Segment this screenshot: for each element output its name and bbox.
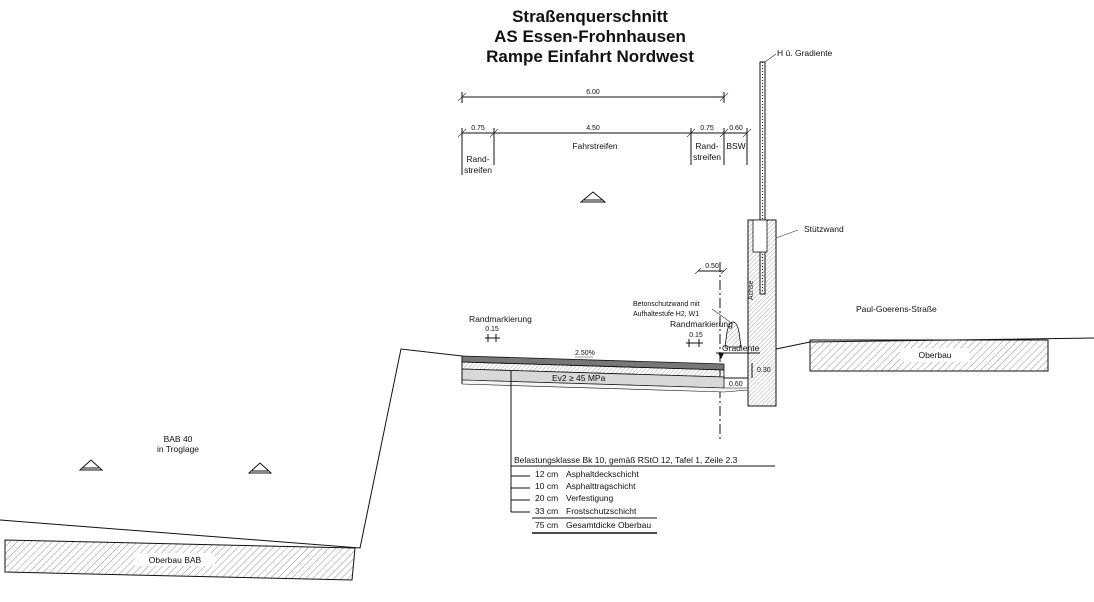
support-wall: [748, 220, 844, 406]
title-line-2: AS Essen-Frohnhausen: [494, 27, 686, 46]
legend-header: Belastungsklasse Bk 10, gemäß RStO 12, Tafel 1, Zeile 2.3: [514, 455, 738, 465]
oberbau-right: [810, 340, 1048, 371]
label-ev2: Ev2 ≥ 45 MPa: [552, 373, 606, 383]
dimension-total-value: 6.00: [586, 89, 600, 96]
label-oberbau: Oberbau: [918, 350, 952, 360]
dimension-axis-offset: 0.50: [705, 263, 719, 270]
legend-row-2-layer: Asphalttragschicht: [566, 481, 636, 491]
label-betonschutzwand-2: Aufhaltestufe H2, W1: [633, 311, 700, 318]
label-randstreifen-right-2: streifen: [693, 152, 721, 162]
label-stuetzwand: Stützwand: [804, 224, 844, 234]
label-randmarkierung-left: Randmarkierung: [469, 314, 532, 324]
pavement: [462, 350, 748, 392]
label-oberbau-bab: Oberbau BAB: [148, 555, 202, 565]
dimension-marking-left: 0.15: [485, 326, 499, 333]
dimension-bsw: 0.60: [729, 125, 743, 132]
legend-total-thickness: 75 cm: [535, 520, 559, 530]
label-randstreifen-left-1: Rand-: [466, 154, 490, 164]
legend-row-2-thickness: 10 cm: [535, 481, 559, 491]
terrain-line: [0, 349, 462, 548]
label-bab40-line1: BAB 40: [163, 434, 193, 444]
title-line-3: Rampe Einfahrt Nordwest: [486, 47, 694, 66]
label-fahrstreifen: Fahrstreifen: [572, 141, 618, 151]
dimension-fahrstreifen: 4.50: [586, 125, 600, 132]
label-randstreifen-left-2: streifen: [464, 165, 492, 175]
legend-row-4-thickness: 33 cm: [535, 506, 559, 516]
label-randstreifen-right-1: Rand-: [695, 141, 719, 151]
dimension-total: [458, 89, 728, 103]
legend-row-1-layer: Asphaltdeckschicht: [566, 469, 639, 479]
pavement-legend: [511, 455, 775, 533]
label-gradiente: Gradiente: [722, 343, 760, 353]
label-betonschutzwand-1: Betonschutzwand mit: [633, 301, 700, 308]
elevation-triangle-icon-3: [249, 463, 271, 473]
legend-row-3-thickness: 20 cm: [535, 493, 559, 503]
title-line-1: Straßenquerschnitt: [512, 7, 668, 26]
legend-total-layer: Gesamtdicke Oberbau: [566, 520, 652, 530]
elevation-triangle-icon: [581, 192, 605, 202]
label-paul-goerens-strasse: Paul-Goerens-Straße: [856, 304, 937, 314]
label-achse: Achse: [748, 280, 755, 300]
dimension-marking-right: 0.15: [689, 332, 703, 339]
dimension-rand-right: 0.75: [700, 125, 714, 132]
legend-row-1-thickness: 12 cm: [535, 469, 559, 479]
axis-dimension: [695, 263, 755, 300]
legend-row-4-layer: Frostschutzschicht: [566, 506, 637, 516]
label-h-gradiente: H ü. Gradiente: [777, 48, 833, 58]
label-bab40-line2: in Troglage: [156, 444, 200, 454]
oberbau-bab: [5, 540, 355, 580]
label-randmarkierung-right: Randmarkierung: [670, 319, 733, 329]
label-bsw: BSW: [726, 141, 746, 151]
gradiente-marker-icon: [718, 353, 724, 359]
legend-row-3-layer: Verfestigung: [566, 493, 614, 503]
dimension-depth-right: 0.30: [757, 367, 771, 374]
dimension-width-bottom: 0.60: [729, 381, 743, 388]
label-slope: 2.50%: [575, 350, 595, 357]
dimension-rand-left: 0.75: [471, 125, 485, 132]
elevation-triangle-icon-2: [80, 460, 102, 470]
